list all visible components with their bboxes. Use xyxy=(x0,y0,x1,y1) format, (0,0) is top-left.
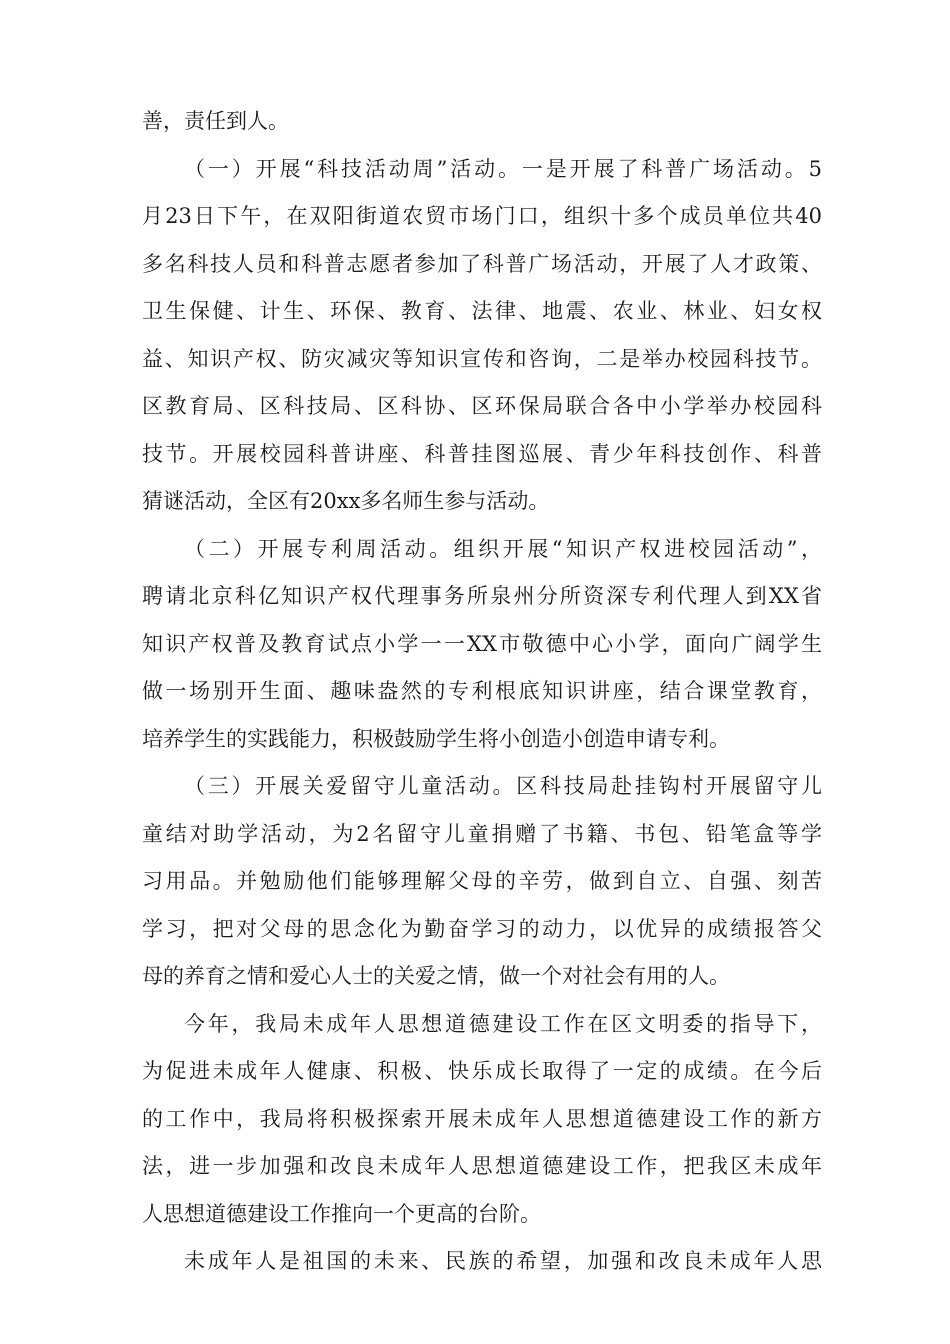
text-line: 聘请北京科亿知识产权代理事务所泉州分所资深专利代理人到XX省 xyxy=(142,584,822,608)
text-line: 母的养育之情和爱心人士的关爱之情，做一个对社会有用的人。 xyxy=(142,964,730,988)
text-line: 多名科技人员和科普志愿者参加了科普广场活动，开展了人才政策、 xyxy=(142,251,822,276)
text-line: 人思想道德建设工作推向一个更高的台阶。 xyxy=(142,1201,541,1226)
text-line: 善，责任到人。 xyxy=(142,109,289,133)
text-line: 益、知识产权、防灾减灾等知识宣传和咨询，二是举办校园科技节。 xyxy=(142,346,822,371)
text-line: 的工作中，我局将积极探索开展未成年人思想道德建设工作的新方 xyxy=(142,1106,822,1131)
text-line: 习用品。并勉励他们能够理解父母的辛劳，做到自立、自强、刻苦 xyxy=(142,869,822,893)
text-line: 为促进未成年人健康、积极、快乐成长取得了一定的成绩。在今后 xyxy=(142,1059,822,1083)
text-line: 区教育局、区科技局、区科协、区环保局联合各中小学举办校园科 xyxy=(142,394,822,418)
text-line: 知识产权普及教育试点小学一一XX市敬德中心小学，面向广阔学生 xyxy=(142,631,822,656)
body-text xyxy=(142,98,822,1286)
text-line: 学习，把对父母的思念化为勤奋学习的动力，以优异的成绩报答父 xyxy=(142,916,822,941)
text-line: 技节。开展校园科普讲座、科普挂图巡展、青少年科技创作、科普 xyxy=(142,441,822,466)
text-line: 培养学生的实践能力，积极鼓励学生将小创造小创造申请专利。 xyxy=(142,726,730,751)
text-line: 卫生保健、计生、环保、教育、法律、地震、农业、林业、妇女权 xyxy=(142,299,822,323)
text-line: 今年，我局未成年人思想道德建设工作在区文明委的指导下， xyxy=(184,1011,822,1036)
text-line: 法，进一步加强和改良未成年人思想道德建设工作，把我区未成年 xyxy=(142,1154,822,1178)
text-line: （三）开展关爱留守儿童活动。区科技局赴挂钩村开展留守儿 xyxy=(184,774,822,798)
text-line: （二）开展专利周活动。组织开展“知识产权进校园活动”， xyxy=(184,536,822,561)
text-line: （一）开展“科技活动周”活动。一是开展了科普广场活动。5 xyxy=(184,156,822,181)
text-line: 童结对助学活动，为2名留守儿童捐赠了书籍、书包、铅笔盒等学 xyxy=(142,821,822,846)
text-line: 月23日下午，在双阳街道农贸市场门口，组织十多个成员单位共40 xyxy=(142,204,822,228)
text-line: 猜谜活动，全区有20xx多名师生参与活动。 xyxy=(142,489,550,513)
text-line: 做一场别开生面、趣味盎然的专利根底知识讲座，结合课堂教育， xyxy=(142,679,822,703)
text-line: 未成年人是祖国的未来、民族的希望，加强和改良未成年人思 xyxy=(184,1249,822,1273)
